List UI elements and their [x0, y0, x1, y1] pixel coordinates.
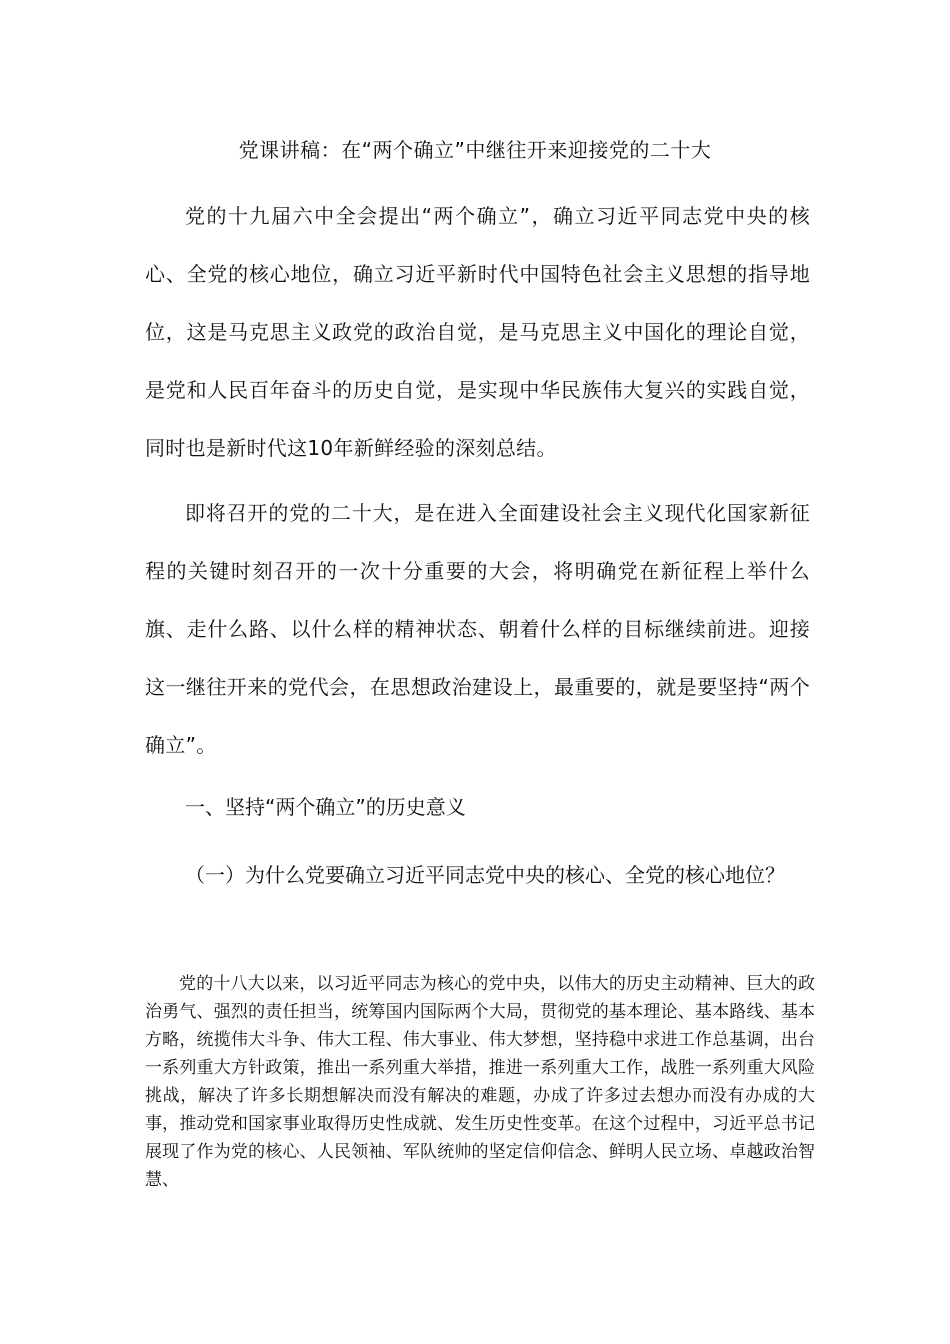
- subsection-heading: （一）为什么党要确立习近平同志党中央的核心、全党的核心地位？: [185, 863, 785, 887]
- section-heading: 一、坚持“两个确立”的历史意义: [185, 795, 466, 819]
- body-text-paragraph: 党的十八大以来，以习近平同志为核心的党中央，以伟大的历史主动精神、巨大的政治勇气、强烈的责任担当，统筹国内国际两个大局，贯彻党的基本理论、基本路线、基本方略，统揽伟大斗争、伟大工程、伟大事业、伟大梦想，坚持稳中求进工作总基调，出台一系列重大方针政策，推出一系列重大举措，推进一系列重大工作，战胜一系列重大风险挑战，解决了许多长期想解决而没有解决的难题，办成了许多过去想办而没有办成的大事，推动党和国家事业取得历史性成就、发生历史性变革。在这个过程中，习近平总书记展现了作为党的核心、人民领袖、军队统帅的坚定信仰信念、鲜明人民立场、卓越政治智慧、: [145, 974, 815, 1190]
- document-title: 党课讲稿：在“两个确立”中继往开来迎接党的二十大: [238, 138, 712, 162]
- second-paragraph: 即将召开的党的二十大，是在进入全面建设社会主义现代化国家新征程的关键时刻召开的一次十分重要的大会，将明确党在新征程上举什么旗、走什么路、以什么样的精神状态、朝着什么样的目标继续前进。迎接这一继往开来的党代会，在思想政治建设上，最重要的，就是要坚持“两个确立”。: [145, 501, 810, 757]
- intro-paragraph: 党的十九届六中全会提出“两个确立”，确立习近平同志党中央的核心、全党的核心地位，确立习近平新时代中国特色社会主义思想的指导地位，这是马克思主义政党的政治自觉，是马克思主义中国化的理论自觉，是党和人民百年奋斗的历史自觉，是实现中华民族伟大复兴的实践自觉，同时也是新时代这10年新鲜经验的深刻总结。: [145, 204, 810, 460]
